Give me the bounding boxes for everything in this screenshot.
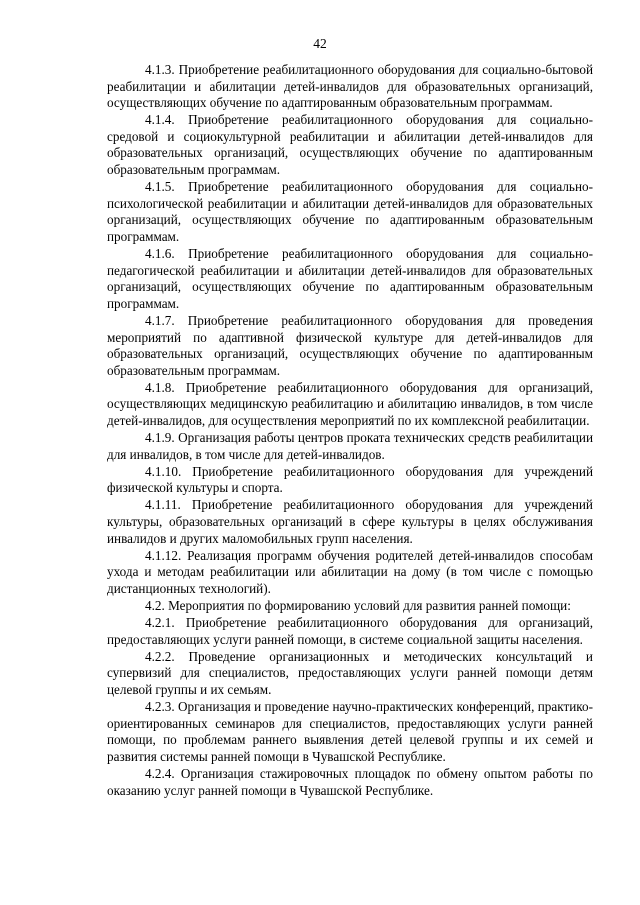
paragraph-4-2-4: 4.2.4. Организация стажировочных площадок по обмену опытом работы по оказанию услуг ранней помощи в Чувашской Республике.	[107, 765, 593, 798]
paragraph-4-1-11: 4.1.11. Приобретение реабилитационного оборудования для учреждений культуры, образовательных организаций в сфере культуры в целях обслуживания инвалидов и других маломобильных групп населения.	[107, 497, 593, 546]
paragraph-4-1-6: 4.1.6. Приобретение реабилитационного оборудования для социально-педагогической реабилитации и абилитации детей-инвалидов для образовательных организаций, осуществляющих обучение по адаптированным образовательным программам.	[107, 246, 593, 311]
paragraph-4-1-7: 4.1.7. Приобретение реабилитационного оборудования для проведения мероприятий по адаптивной физической культуре для детей-инвалидов для образовательных организаций, осуществляющих обучение по адаптированным образовательным программам.	[107, 312, 593, 378]
paragraph-4-1-10: 4.1.10. Приобретение реабилитационного оборудования для учреждений физической культуры и спорта.	[107, 463, 593, 496]
paragraph-4-2-2: 4.2.2. Проведение организационных и методических консультаций и супервизий для специалистов, предоставляющих услуги ранней помощи детям целевой группы и их семьям.	[107, 648, 593, 697]
paragraph-4-2: 4.2. Мероприятия по формированию условий для развития ранней помощи:	[145, 598, 571, 613]
paragraph-4-1-3: 4.1.3. Приобретение реабилитационного оборудования для социально-бытовой реабилитации и абилитации детей-инвалидов для образовательных организаций, осуществляющих обучение по адаптированным образовательным программам.	[107, 62, 593, 111]
paragraph-4-1-8: 4.1.8. Приобретение реабилитационного оборудования для организаций, осуществляющих медицинскую реабилитацию и абилитацию инвалидов, в том числе детей-инвалидов, для осуществления мероприятий по их комплексной реабилитации.	[107, 379, 593, 428]
paragraph-4-1-12: 4.1.12. Реализация программ обучения родителей детей-инвалидов способам ухода и методам реабилитации или абилитации на дому (в том числе с помощью дистанционных технологий).	[107, 547, 593, 596]
paragraph-4-2-3: 4.2.3. Организация и проведение научно-практических конференций, практико-ориентированных семинаров для специалистов, предоставляющих услуги ранней помощи, по проблемам раннего выявления детей целевой группы и их семей и развития системы ранней помощи в Чувашской Республике.	[107, 699, 593, 764]
paragraph-4-1-9: 4.1.9. Организация работы центров проката технических средств реабилитации для инвалидов, в том числе для детей-инвалидов.	[107, 430, 593, 462]
paragraph-4-1-5: 4.1.5. Приобретение реабилитационного оборудования для социально-психологической реабилитации и абилитации детей-инвалидов для образовательных организаций, осуществляющих обучение по адаптированным образовательным программам.	[107, 179, 593, 244]
document-body	[107, 62, 593, 799]
page-number: 42	[313, 36, 327, 51]
paragraph-4-1-4: 4.1.4. Приобретение реабилитационного оборудования для социально-средовой и социокультурной реабилитации и абилитации детей-инвалидов для образовательных организаций, осуществляющих обучение по адаптированным образовательным программам.	[107, 112, 593, 178]
paragraph-4-2-1: 4.2.1. Приобретение реабилитационного оборудования для организаций, предоставляющих услуги ранней помощи, в системе социальной защиты населения.	[107, 615, 593, 647]
